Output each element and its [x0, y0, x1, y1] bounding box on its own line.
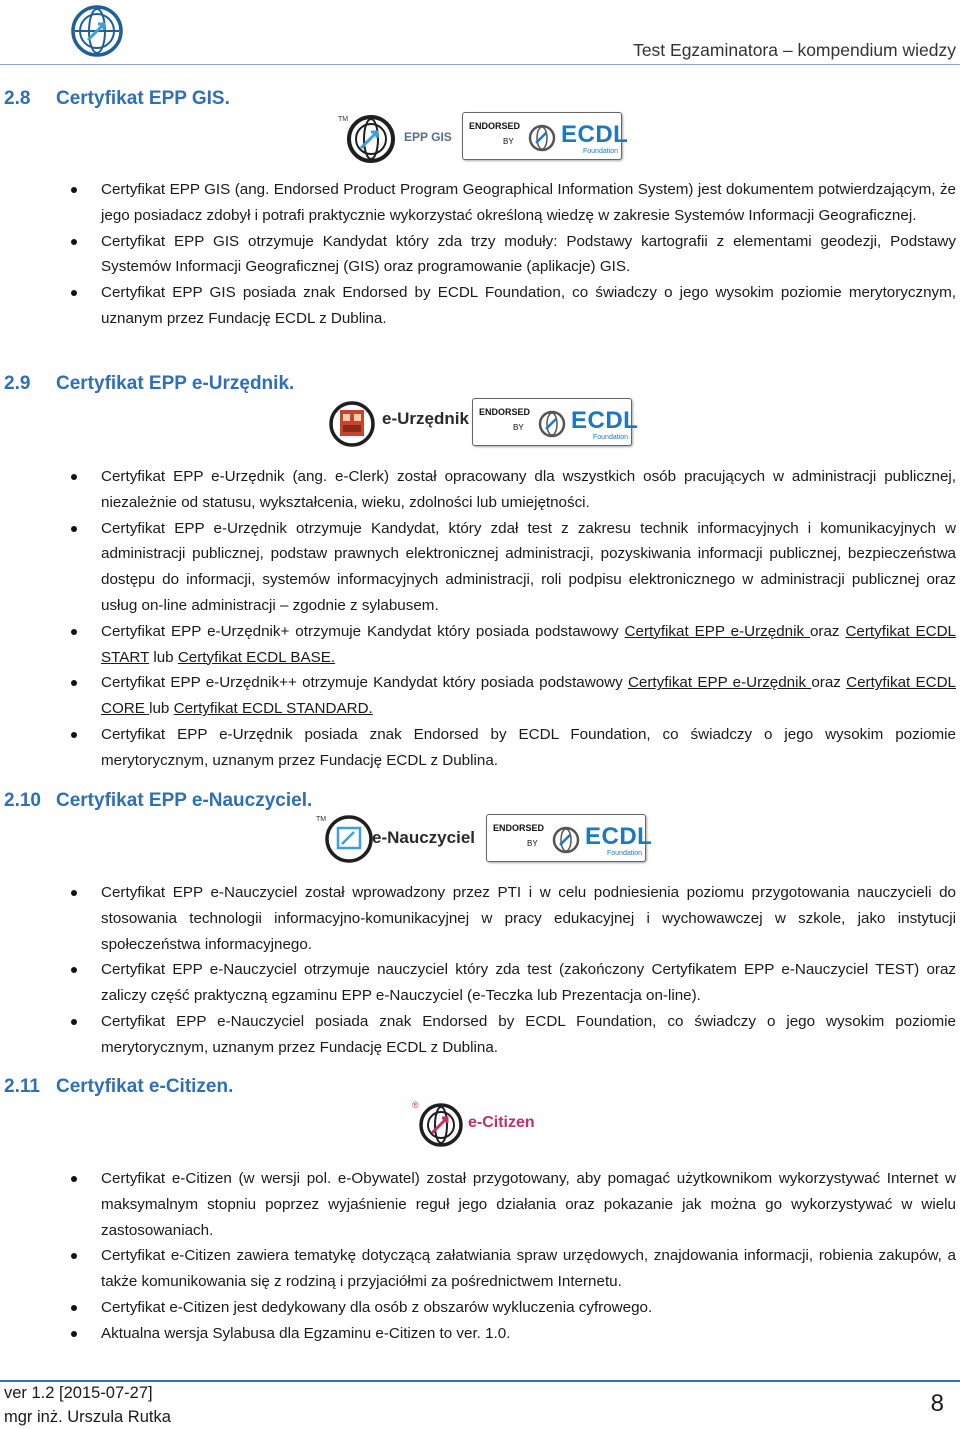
link-ecdl-core[interactable]: Certyfikat ECDL CORE [101, 674, 956, 718]
section-heading-2-8 [4, 88, 230, 110]
section-heading-2-11 [4, 1076, 233, 1098]
section-heading-2-10 [4, 790, 312, 812]
section-number: 2.10 [4, 790, 41, 811]
link-ecdl-base[interactable]: Certyfikat ECDL BASE. [177, 648, 336, 666]
link-epp-e-urzednik[interactable]: Certyfikat EPP e-Urzędnik [627, 674, 812, 692]
epp-gis-logo-text: EPP GIS [404, 130, 452, 144]
item-text: Certyfikat EPP e-Urzędnik++ otrzymuje Kandydat który posiada podstawowy [101, 674, 628, 692]
page-number: 8 [930, 1390, 944, 1417]
endorsed-label: ENDORSED [479, 407, 531, 417]
e-citizen-globe-icon [418, 1102, 464, 1148]
ecdl-label: ECDL [561, 121, 629, 148]
registered-mark: ® [412, 1100, 419, 1110]
item-text: Certyfikat EPP e-Urzędnik+ otrzymuje Kandydat który posiada podstawowy [101, 622, 625, 640]
list-item [101, 619, 956, 671]
item-text: oraz [811, 674, 847, 692]
list-item: Certyfikat e-Citizen zawiera tematykę dotyczącą załatwiania spraw urzędowych, znajdowania informacji, robienia zakupów, a także komunikowania się z rodziną i przyjaciółmi za pośrednictwem Internetu. [101, 1243, 956, 1295]
section-heading-2-9 [4, 373, 294, 395]
e-nauczyciel-logo-text: e-Nauczyciel [372, 828, 475, 847]
ecdl-label: ECDL [585, 823, 653, 850]
globe-logo-icon [346, 114, 396, 164]
link-ecdl-standard[interactable]: Certyfikat ECDL STANDARD. [173, 700, 373, 718]
list-item: Certyfikat EPP e-Nauczyciel posiada znak Endorsed by ECDL Foundation, co świadczy o jego wysokim poziomie merytorycznym, uznanym przez Fundację ECDL z Dublina. [101, 1009, 956, 1061]
footer-author: mgr inż. Urszula Rutka [4, 1408, 171, 1426]
ecdl-globe-icon [527, 123, 557, 153]
item-text: oraz [809, 622, 846, 640]
tm-mark: TM [316, 816, 327, 823]
list-item: Certyfikat e-Citizen (w wersji pol. e-Obywatel) został przygotowany, aby pomagać użytkownikom wykorzystywać Internet w maksymalnym stopniu poprzez wyjaśnienie reguł jego działania oraz pokazanie jak można go wykorzystywać w wielu zastosowaniach. [101, 1166, 956, 1243]
endorsed-by-ecdl-badge [462, 112, 629, 160]
list-item: Aktualna wersja Sylabusa dla Egzaminu e-Citizen to ver. 1.0. [101, 1321, 956, 1347]
list-item: Certyfikat EPP GIS posiada znak Endorsed by ECDL Foundation, co świadczy o jego wysokim poziomie merytorycznym, uznanym przez Fundację ECDL z Dublina. [101, 280, 956, 332]
e-citizen-logo-text: e-Citizen [468, 1114, 535, 1131]
section-title: Certyfikat EPP GIS. [56, 88, 230, 109]
footer-version: ver 1.2 [2015-07-27] [4, 1384, 153, 1402]
e-urzednik-logo-text: e-Urzędnik [382, 409, 469, 428]
section-title: Certyfikat EPP e-Nauczyciel. [56, 790, 313, 811]
list-item: Certyfikat EPP e-Urzędnik (ang. e-Clerk) został opracowany dla wszystkich osób pracujących w administracji publicznej, niezależnie od statusu, wykształcenia, wieku, zdolności lub umiejętności. [101, 464, 956, 516]
section-2-11-list [101, 1166, 956, 1347]
header-title: Test Egzaminatora – kompendium wiedzy [633, 40, 956, 60]
epp-gis-logo [336, 110, 629, 164]
endorsed-by-ecdl-badge [472, 398, 639, 446]
link-epp-e-urzednik[interactable]: Certyfikat EPP e-Urzędnik [624, 622, 810, 640]
e-citizen-logo [412, 1100, 552, 1150]
e-nauczyciel-globe-icon [324, 814, 374, 864]
section-title: Certyfikat EPP e-Urzędnik. [56, 373, 295, 394]
list-item: Certyfikat EPP e-Urzędnik posiada znak Endorsed by ECDL Foundation, co świadczy o jego wysokim poziomie merytorycznym, uznanym przez Fundację ECDL z Dublina. [101, 722, 956, 774]
list-item [101, 670, 956, 722]
link-ecdl-start[interactable]: Certyfikat ECDL START [101, 622, 956, 666]
by-label: BY [513, 423, 524, 432]
epp-e-urzednik-logo [326, 396, 639, 450]
by-label: BY [527, 839, 538, 848]
tm-mark: TM [338, 116, 349, 123]
list-item: Certyfikat EPP GIS otrzymuje Kandydat który zda trzy moduły: Podstawy kartografii z elementami geodezji, Podstawy Systemów Informacji Geograficznej (GIS) oraz programowanie (aplikacje) GIS. [101, 229, 956, 281]
item-text: lub [149, 700, 174, 718]
endorsed-label: ENDORSED [469, 121, 521, 131]
ecdl-globe-icon [551, 825, 581, 855]
section-number: 2.9 [4, 373, 31, 394]
epp-e-nauczyciel-logo [314, 812, 653, 866]
list-item: Certyfikat EPP e-Urzędnik otrzymuje Kandydat, który zdał test z zakresu technik informacyjnych i komunikacyjnych w administracji publicznej, podstaw prawnych elektronicznej administracji, pozyskiwania informacji publicznej, bezpieczeństwa dostępu do informacji, systemów informacyjnych administracji, roli podpisu elektronicznego w administracji publicznej oraz usług on-line administracji – zgodnie z sylabusem. [101, 516, 956, 619]
list-item: Certyfikat EPP GIS (ang. Endorsed Product Program Geographical Information System) jest dokumentem potwierdzającym, że jego posiadacz zdobył i potrafi praktycznie wykorzystać określoną wiedzę w zakresie Systemów Informacji Geograficznej. [101, 177, 956, 229]
foundation-label: Foundation [607, 850, 643, 857]
section-number: 2.11 [4, 1076, 40, 1097]
footer-left [4, 1381, 171, 1429]
section-title: Certyfikat e-Citizen. [56, 1076, 234, 1097]
list-item: Certyfikat EPP e-Nauczyciel otrzymuje nauczyciel który zda test (zakończony Certyfikatem EPP e-Nauczyciel TEST) oraz zaliczy część praktyczną egzaminu EPP e-Nauczyciel (e-Teczka lub Prezentacja on-line). [101, 957, 956, 1009]
endorsed-by-ecdl-badge [486, 814, 653, 862]
item-text: lub [149, 648, 178, 666]
foundation-label: Foundation [593, 434, 629, 441]
list-item: Certyfikat EPP e-Nauczyciel został wprowadzony przez PTI i w celu podniesienia poziomu przygotowania nauczycieli do stosowania technologii informacyjno-komunikacyjnej w pracy edukacyjnej i wychowawczej w szkole, jako instytucji społeczeństwa informacyjnego. [101, 880, 956, 957]
e-urzednik-globe-icon [328, 398, 376, 448]
foundation-label: Foundation [583, 148, 619, 155]
section-2-9-list [101, 464, 956, 774]
by-label: BY [503, 137, 514, 146]
ecdl-globe-icon [537, 409, 567, 439]
section-2-10-list [101, 880, 956, 1061]
section-number: 2.8 [4, 88, 31, 109]
endorsed-label: ENDORSED [493, 823, 545, 833]
section-2-8-list [101, 177, 956, 332]
pti-globe-logo-icon [70, 4, 124, 58]
list-item: Certyfikat e-Citizen jest dedykowany dla osób z obszarów wykluczenia cyfrowego. [101, 1295, 956, 1321]
header-rule [0, 64, 960, 65]
ecdl-label: ECDL [571, 407, 639, 434]
